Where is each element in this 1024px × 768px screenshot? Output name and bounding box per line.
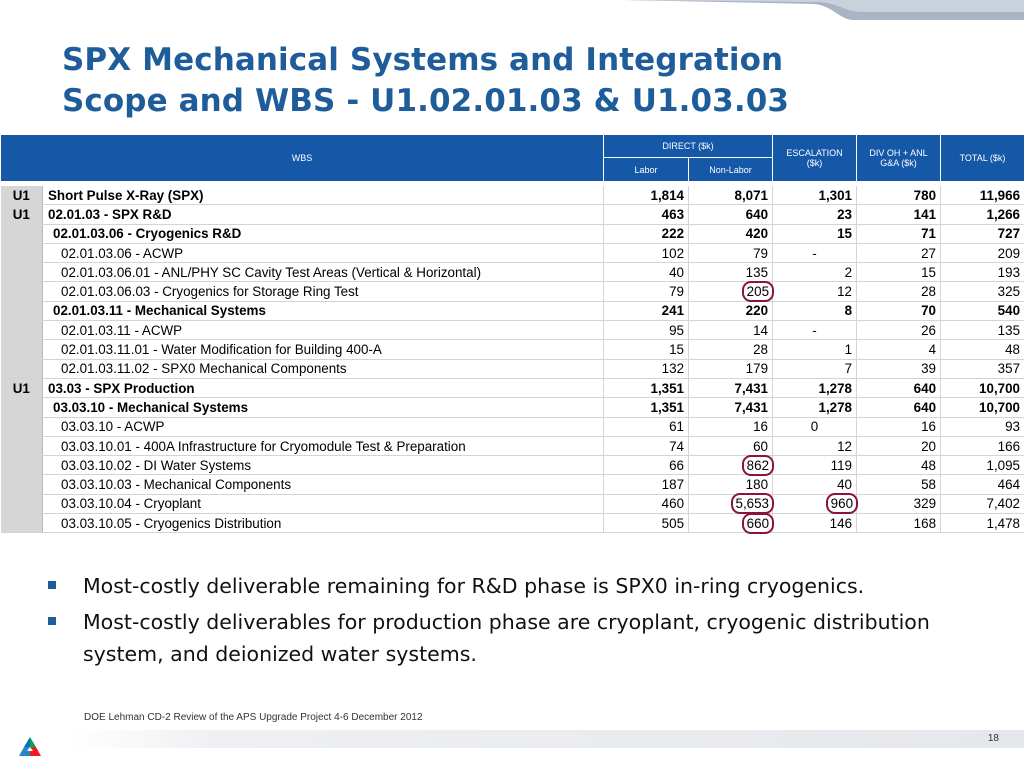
table-row xyxy=(1,205,1024,224)
row-escalation: 119 xyxy=(773,456,857,475)
row-level: U1 xyxy=(1,186,43,205)
row-escalation: 40 xyxy=(773,475,857,494)
row-escalation-highlighted xyxy=(773,494,857,513)
row-total: 727 xyxy=(941,224,1024,243)
row-level xyxy=(1,494,43,513)
bullet-text: Most-costly deliverable remaining for R&D phase is SPX0 in-ring cryogenics. xyxy=(83,574,865,598)
row-labor: 1,814 xyxy=(604,186,689,205)
row-level xyxy=(1,398,43,417)
row-non-labor-highlighted xyxy=(689,282,773,301)
row-wbs-name: 02.01.03.11.01 - Water Modification for Building 400-A xyxy=(43,340,604,359)
row-escalation: - xyxy=(773,243,857,262)
row-total: 93 xyxy=(941,417,1024,436)
row-escalation: 23 xyxy=(773,205,857,224)
row-non-labor: 16 xyxy=(689,417,773,436)
row-labor: 40 xyxy=(604,263,689,282)
row-non-labor: 7,431 xyxy=(689,398,773,417)
row-div-oh: 15 xyxy=(857,263,941,282)
row-labor: 1,351 xyxy=(604,378,689,397)
row-level xyxy=(1,243,43,262)
row-total: 325 xyxy=(941,282,1024,301)
header-total: TOTAL ($k) xyxy=(941,135,1024,182)
bullet-text: Most-costly deliverables for production phase are cryoplant, cryogenic distribution system, and deionized water systems. xyxy=(83,610,930,666)
header-swoosh-decoration xyxy=(624,0,1024,20)
row-labor: 61 xyxy=(604,417,689,436)
row-escalation: 7 xyxy=(773,359,857,378)
row-wbs-name: 03.03.10.03 - Mechanical Components xyxy=(43,475,604,494)
row-escalation: 146 xyxy=(773,514,857,533)
footer-text: DOE Lehman CD-2 Review of the APS Upgrade Project 4-6 December 2012 xyxy=(84,712,423,723)
row-div-oh: 640 xyxy=(857,378,941,397)
row-labor: 187 xyxy=(604,475,689,494)
row-level: U1 xyxy=(1,378,43,397)
table-row xyxy=(1,494,1024,513)
page-number: 18 xyxy=(987,733,999,744)
bullet-item xyxy=(44,570,1004,602)
row-labor: 15 xyxy=(604,340,689,359)
row-level xyxy=(1,436,43,455)
square-bullet-icon xyxy=(48,581,56,589)
row-wbs-name: 03.03.10.02 - DI Water Systems xyxy=(43,456,604,475)
row-div-oh: 168 xyxy=(857,514,941,533)
row-total: 7,402 xyxy=(941,494,1024,513)
row-div-oh: 39 xyxy=(857,359,941,378)
row-total: 193 xyxy=(941,263,1024,282)
row-div-oh: 28 xyxy=(857,282,941,301)
row-level xyxy=(1,475,43,494)
row-level xyxy=(1,321,43,340)
row-level xyxy=(1,263,43,282)
row-total: 357 xyxy=(941,359,1024,378)
row-labor: 102 xyxy=(604,243,689,262)
row-wbs-name: 02.01.03.06.01 - ANL/PHY SC Cavity Test Areas (Vertical & Horizontal) xyxy=(43,263,604,282)
row-div-oh: 16 xyxy=(857,417,941,436)
highlight-circle: 5,653 xyxy=(731,493,775,514)
row-wbs-name: 03.03.10.04 - Cryoplant xyxy=(43,494,604,513)
row-non-labor: 28 xyxy=(689,340,773,359)
row-non-labor: 220 xyxy=(689,301,773,320)
row-escalation: 0 xyxy=(773,417,857,436)
row-escalation: 1,278 xyxy=(773,378,857,397)
table-row xyxy=(1,340,1024,359)
row-non-labor: 135 xyxy=(689,263,773,282)
row-wbs-name: 02.01.03.11.02 - SPX0 Mechanical Components xyxy=(43,359,604,378)
row-level: U1 xyxy=(1,205,43,224)
header-escalation-line-1: ESCALATION xyxy=(786,148,843,158)
row-non-labor-highlighted xyxy=(689,456,773,475)
row-div-oh: 26 xyxy=(857,321,941,340)
row-escalation: 1,301 xyxy=(773,186,857,205)
row-wbs-name: 03.03 - SPX Production xyxy=(43,378,604,397)
row-level xyxy=(1,514,43,533)
row-total: 166 xyxy=(941,436,1024,455)
header-wbs: WBS xyxy=(1,135,604,182)
header-div-oh-line-1: DIV OH + ANL xyxy=(869,148,928,158)
header-escalation xyxy=(773,135,857,182)
row-labor: 95 xyxy=(604,321,689,340)
row-wbs-name: 03.03.10 - Mechanical Systems xyxy=(43,398,604,417)
table-row xyxy=(1,321,1024,340)
row-total: 1,266 xyxy=(941,205,1024,224)
header-div-oh xyxy=(857,135,941,182)
row-escalation: 2 xyxy=(773,263,857,282)
highlight-circle: 660 xyxy=(742,513,774,534)
row-non-labor: 180 xyxy=(689,475,773,494)
row-div-oh: 71 xyxy=(857,224,941,243)
row-div-oh: 70 xyxy=(857,301,941,320)
row-div-oh: 48 xyxy=(857,456,941,475)
row-wbs-name: 02.01.03.06.03 - Cryogenics for Storage Ring Test xyxy=(43,282,604,301)
table-row xyxy=(1,359,1024,378)
highlight-circle: 862 xyxy=(742,455,774,476)
row-total: 48 xyxy=(941,340,1024,359)
row-wbs-name: 02.01.03.11 - ACWP xyxy=(43,321,604,340)
table-row xyxy=(1,514,1024,533)
row-non-labor: 60 xyxy=(689,436,773,455)
row-div-oh: 329 xyxy=(857,494,941,513)
row-wbs-name: 02.01.03 - SPX R&D xyxy=(43,205,604,224)
row-div-oh: 780 xyxy=(857,186,941,205)
row-total: 464 xyxy=(941,475,1024,494)
header-labor: Labor xyxy=(604,158,689,182)
row-level xyxy=(1,417,43,436)
slide-title-line-2: Scope and WBS - U1.02.01.03 & U1.03.03 xyxy=(62,83,790,119)
row-wbs-name: 03.03.10.01 - 400A Infrastructure for Cryomodule Test & Preparation xyxy=(43,436,604,455)
header-non-labor: Non-Labor xyxy=(689,158,773,182)
header-escalation-line-2: ($k) xyxy=(806,158,823,168)
row-level xyxy=(1,224,43,243)
row-escalation: 1 xyxy=(773,340,857,359)
row-total: 1,095 xyxy=(941,456,1024,475)
table-row xyxy=(1,301,1024,320)
row-total: 135 xyxy=(941,321,1024,340)
table-row xyxy=(1,475,1024,494)
bullet-item xyxy=(44,606,1004,670)
row-escalation: 12 xyxy=(773,436,857,455)
row-div-oh: 640 xyxy=(857,398,941,417)
row-wbs-name: Short Pulse X-Ray (SPX) xyxy=(43,186,604,205)
row-escalation: 12 xyxy=(773,282,857,301)
row-div-oh: 27 xyxy=(857,243,941,262)
wbs-cost-table xyxy=(0,134,1024,533)
footer-band xyxy=(70,730,1024,748)
row-div-oh: 4 xyxy=(857,340,941,359)
row-non-labor: 7,431 xyxy=(689,378,773,397)
row-escalation: 1,278 xyxy=(773,398,857,417)
row-level xyxy=(1,359,43,378)
row-div-oh: 141 xyxy=(857,205,941,224)
table-row xyxy=(1,186,1024,205)
row-labor: 463 xyxy=(604,205,689,224)
table-row xyxy=(1,263,1024,282)
row-non-labor-highlighted xyxy=(689,494,773,513)
row-labor: 222 xyxy=(604,224,689,243)
table-row xyxy=(1,436,1024,455)
row-escalation: 8 xyxy=(773,301,857,320)
table-row xyxy=(1,456,1024,475)
row-wbs-name: 03.03.10.05 - Cryogenics Distribution xyxy=(43,514,604,533)
table-row xyxy=(1,398,1024,417)
slide-title xyxy=(62,40,789,122)
row-total: 209 xyxy=(941,243,1024,262)
argonne-logo-icon xyxy=(18,736,42,758)
row-level xyxy=(1,282,43,301)
row-non-labor: 79 xyxy=(689,243,773,262)
bullet-list xyxy=(44,570,1004,674)
header-direct: DIRECT ($k) xyxy=(604,135,773,158)
row-total: 10,700 xyxy=(941,378,1024,397)
row-non-labor: 14 xyxy=(689,321,773,340)
row-labor: 1,351 xyxy=(604,398,689,417)
table-row xyxy=(1,224,1024,243)
row-wbs-name: 02.01.03.06 - ACWP xyxy=(43,243,604,262)
row-non-labor: 179 xyxy=(689,359,773,378)
table-row xyxy=(1,417,1024,436)
row-non-labor-highlighted xyxy=(689,514,773,533)
row-total: 1,478 xyxy=(941,514,1024,533)
row-wbs-name: 02.01.03.06 - Cryogenics R&D xyxy=(43,224,604,243)
row-wbs-name: 02.01.03.11 - Mechanical Systems xyxy=(43,301,604,320)
row-level xyxy=(1,456,43,475)
table-row xyxy=(1,378,1024,397)
row-labor: 241 xyxy=(604,301,689,320)
row-total: 10,700 xyxy=(941,398,1024,417)
row-div-oh: 20 xyxy=(857,436,941,455)
row-wbs-name: 03.03.10 - ACWP xyxy=(43,417,604,436)
row-escalation: - xyxy=(773,321,857,340)
row-div-oh: 58 xyxy=(857,475,941,494)
row-total: 11,966 xyxy=(941,186,1024,205)
row-labor: 460 xyxy=(604,494,689,513)
table-row xyxy=(1,243,1024,262)
square-bullet-icon xyxy=(48,617,56,625)
row-non-labor: 8,071 xyxy=(689,186,773,205)
highlight-circle: 205 xyxy=(742,281,774,302)
row-level xyxy=(1,301,43,320)
header-div-oh-line-2: G&A ($k) xyxy=(880,158,917,168)
row-escalation: 15 xyxy=(773,224,857,243)
slide-title-line-1: SPX Mechanical Systems and Integration xyxy=(62,42,784,78)
row-non-labor: 640 xyxy=(689,205,773,224)
row-level xyxy=(1,340,43,359)
table-row xyxy=(1,282,1024,301)
row-labor: 79 xyxy=(604,282,689,301)
row-labor: 74 xyxy=(604,436,689,455)
row-total: 540 xyxy=(941,301,1024,320)
row-labor: 505 xyxy=(604,514,689,533)
row-labor: 66 xyxy=(604,456,689,475)
row-non-labor: 420 xyxy=(689,224,773,243)
highlight-circle: 960 xyxy=(826,493,858,514)
row-labor: 132 xyxy=(604,359,689,378)
